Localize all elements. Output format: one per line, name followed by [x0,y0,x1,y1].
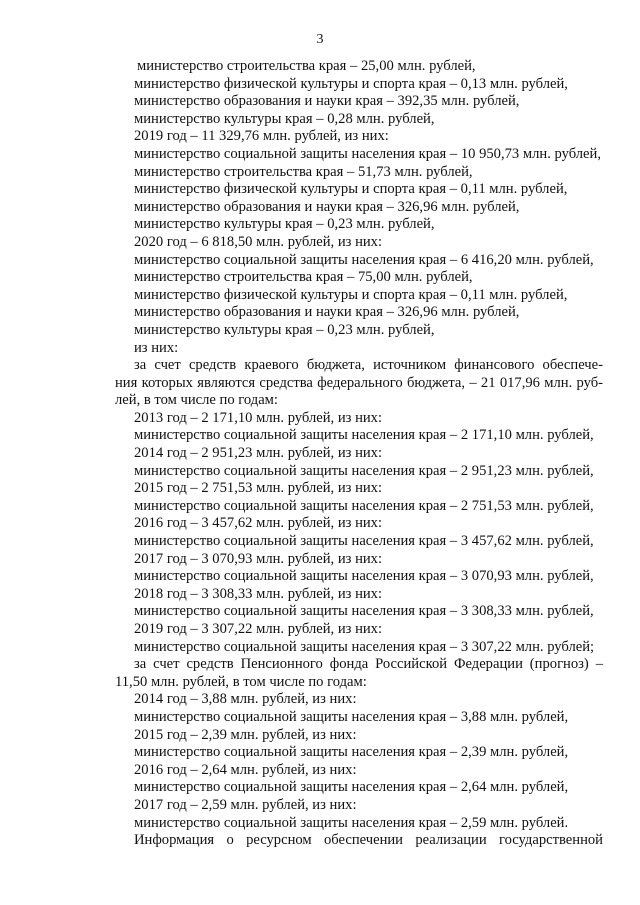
text-line: 2014 год – 2 951,23 млн. рублей, из них: [134,445,383,462]
text-line: 2017 год – 2,59 млн. рублей, из них: [134,796,357,813]
text-line: 2016 год – 2,64 млн. рублей, из них: [134,761,357,778]
text-line: министерство образования и науки края – 326,96 млн. рублей, [134,198,520,215]
document-body [115,58,603,850]
text-line: ния которых являются средства федерального бюджета, – 21 017,96 млн. руб- [115,374,603,391]
text-line: 2014 год – 3,88 млн. рублей, из них: [134,691,357,708]
text-line: министерство строительства края – 51,73 млн. рублей, [134,163,473,180]
text-line: министерство социальной защиты населения края – 10 950,73 млн. рублей, [134,145,601,162]
text-line: министерство социальной защиты населения края – 3 307,22 млн. рублей; [134,638,595,655]
text-line: 2013 год – 2 171,10 млн. рублей, из них: [134,409,383,426]
text-line: министерство физической культуры и спорта края – 0,11 млн. рублей, [134,286,568,303]
text-line: министерство образования и науки края – 326,96 млн. рублей, [134,304,520,321]
text-line: министерство строительства края – 75,00 млн. рублей, [134,269,473,286]
text-line: министерство культуры края – 0,28 млн. рублей, [134,110,435,127]
text-line: 2015 год – 2 751,53 млн. рублей, из них: [134,480,383,497]
text-line: министерство культуры края – 0,23 млн. рублей, [134,216,435,233]
text-line: министерство социальной защиты населения края – 6 416,20 млн. рублей, [134,251,594,268]
text-line: министерство строительства края – 25,00 млн. рублей, [137,58,476,74]
text-line: 2020 год – 6 818,50 млн. рублей, из них: [134,233,383,250]
text-line: министерство социальной защиты населения края – 2 171,10 млн. рублей, [134,427,594,444]
text-line: министерство культуры края – 0,23 млн. рублей, [134,321,435,338]
text-line: за счет средств краевого бюджета, источником финансового обеспече- [134,357,603,374]
text-line: министерство социальной защиты населения края – 3 308,33 млн. рублей, [134,603,594,620]
text-line: 11,50 млн. рублей, в том числе по годам: [115,673,367,690]
text-line: министерство социальной защиты населения края – 3 457,62 млн. рублей, [134,533,594,550]
text-line: 2019 год – 3 307,22 млн. рублей, из них: [134,621,383,637]
text-line: министерство социальной защиты населения края – 3,88 млн. рублей, [134,708,569,725]
page-number: 3 [316,32,324,47]
text-line: министерство социальной защиты населения края – 2,39 млн. рублей, [134,744,569,761]
text-line: министерство социальной защиты населения края – 3 070,93 млн. рублей, [134,568,594,585]
text-line: 2017 год – 3 070,93 млн. рублей, из них: [134,550,383,567]
text-line: 2019 год – 11 329,76 млн. рублей, из них: [134,128,389,145]
text-line: министерство социальной защиты населения края – 2,64 млн. рублей, [134,779,569,796]
text-line: министерство физической культуры и спорта края – 0,11 млн. рублей, [134,181,568,198]
text-line: Информация о ресурсном обеспечении реализации государственной [134,832,603,849]
text-line: за счет средств Пенсионного фонда Российской Федерации (прогноз) – [134,656,603,673]
text-line: министерство социальной защиты населения края – 2,59 млн. рублей. [134,814,569,831]
text-line: министерство социальной защиты населения края – 2 751,53 млн. рублей, [134,497,594,514]
text-line: министерство социальной защиты населения края – 2 951,23 млн. рублей, [134,462,594,479]
text-line: 2018 год – 3 308,33 млн. рублей, из них: [134,585,383,602]
text-line: лей, в том числе по годам: [115,392,278,409]
text-line: 2016 год – 3 457,62 млн. рублей, из них: [134,515,383,532]
text-line: министерство физической культуры и спорта края – 0,13 млн. рублей, [134,75,568,92]
text-line: 2015 год – 2,39 млн. рублей, из них: [134,726,357,743]
text-line: из них: [134,339,179,356]
text-line: министерство образования и науки края – 392,35 млн. рублей, [134,93,520,110]
